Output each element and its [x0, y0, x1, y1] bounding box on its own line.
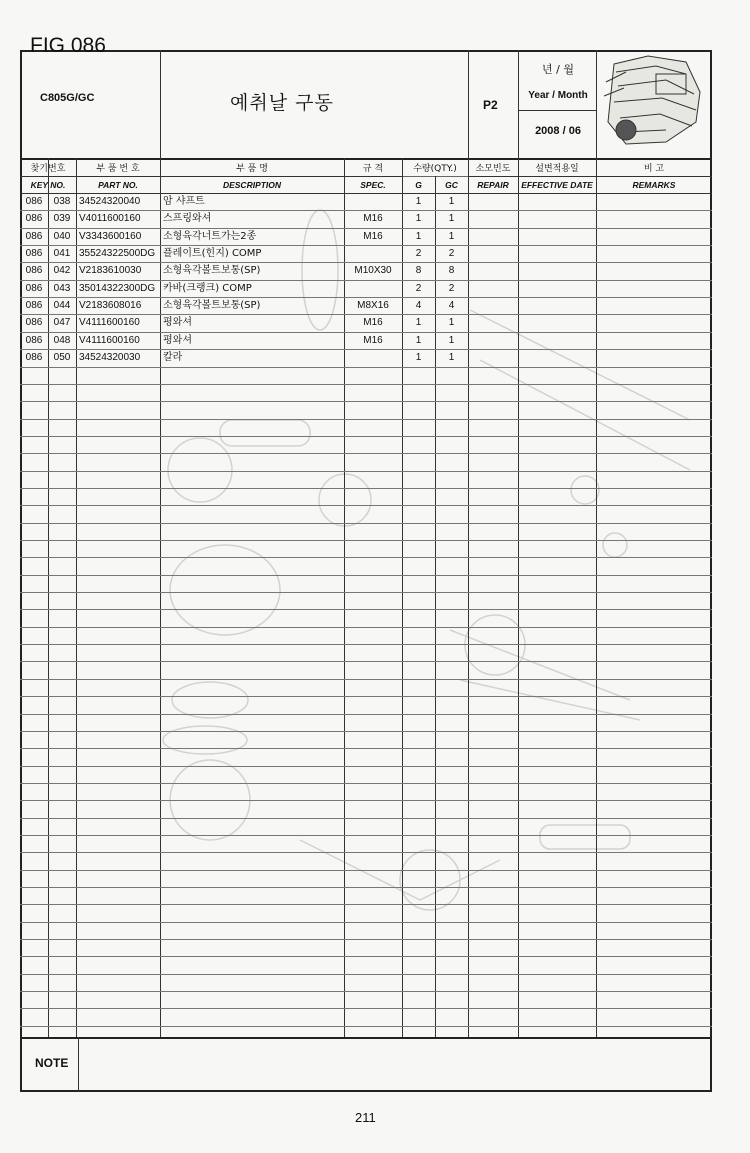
- qty-g-cell: 1: [415, 317, 422, 328]
- qty-g-cell: 4: [415, 300, 422, 311]
- fig-cell: 086: [25, 283, 43, 294]
- qty-gc-cell: 1: [448, 335, 455, 346]
- col-qty-kr: 수량(QTY.): [413, 164, 457, 174]
- qty-gc-cell: 1: [448, 231, 455, 242]
- row-rule: [20, 870, 712, 871]
- col-key-kr: 찾기번호: [30, 164, 66, 174]
- year-month-value: 2008 / 06: [535, 125, 581, 137]
- fig-cell: 086: [25, 352, 43, 363]
- qty-g-cell: 1: [415, 213, 422, 224]
- col-repair-kr: 소모빈도: [475, 164, 511, 174]
- col-desc-en: DESCRIPTION: [222, 180, 282, 190]
- key-cell: 044: [53, 300, 71, 311]
- description-cell: 플레이트(힌지) COMP: [163, 248, 262, 259]
- key-cell: 039: [53, 213, 71, 224]
- description-cell: 평와셔: [163, 317, 192, 328]
- row-rule: [20, 714, 712, 715]
- row-rule: [20, 800, 712, 801]
- part-number-cell: 34524320030: [79, 352, 141, 363]
- qty-g-cell: 1: [415, 196, 422, 207]
- col-qty-gc: GC: [445, 180, 458, 190]
- qty-gc-cell: 2: [448, 283, 455, 294]
- qty-g-cell: 2: [415, 283, 422, 294]
- row-rule: [20, 488, 712, 489]
- col-desc-kr: 부 품 명: [236, 164, 268, 174]
- spec-cell: M16: [363, 317, 383, 328]
- qty-g-cell: 2: [415, 248, 422, 259]
- row-rule: [20, 731, 712, 732]
- row-rule: [20, 592, 712, 593]
- row-rule: [20, 1026, 712, 1027]
- page-code: P2: [483, 98, 498, 112]
- fig-cell: 086: [25, 213, 43, 224]
- row-rule: [20, 818, 712, 819]
- row-rule: [20, 887, 712, 888]
- qty-g-cell: 1: [415, 352, 422, 363]
- fig-cell: 086: [25, 265, 43, 276]
- row-rule: [20, 557, 712, 558]
- qty-g-cell: 1: [415, 231, 422, 242]
- part-number-cell: 34524320040: [79, 196, 141, 207]
- row-rule: [20, 956, 712, 957]
- key-cell: 047: [53, 317, 71, 328]
- description-cell: 평와셔: [163, 335, 192, 346]
- row-rule: [20, 575, 712, 576]
- row-rule: [20, 939, 712, 940]
- description-cell: 소형육각볼트보통(SP): [163, 265, 261, 276]
- qty-gc-cell: 1: [448, 352, 455, 363]
- row-rule: [20, 401, 712, 402]
- row-rule: [20, 523, 712, 524]
- description-cell: 칼라: [163, 352, 183, 363]
- row-rule: [20, 644, 712, 645]
- col-remarks-en: REMARKS: [632, 180, 676, 190]
- spec-cell: M16: [363, 213, 383, 224]
- row-rule: [20, 1008, 712, 1009]
- qty-gc-cell: 1: [448, 196, 455, 207]
- row-rule: [20, 471, 712, 472]
- row-rule: [20, 367, 712, 368]
- qty-g-cell: 8: [415, 265, 422, 276]
- part-number-cell: V3343600160: [79, 231, 142, 242]
- part-number-cell: V4011600160: [79, 213, 141, 224]
- key-cell: 040: [53, 231, 71, 242]
- part-number-cell: V2183610030: [79, 265, 142, 276]
- col-eff-kr: 설변적용일: [535, 164, 579, 174]
- row-rule: [20, 436, 712, 437]
- col-repair-en: REPAIR: [477, 180, 509, 190]
- qty-g-cell: 1: [415, 335, 422, 346]
- col-remarks-kr: 비 고: [643, 164, 665, 174]
- description-cell: 소형육각너트가는2종: [163, 231, 257, 242]
- col-spec-en: SPEC.: [360, 180, 386, 190]
- fig-cell: 086: [25, 248, 43, 259]
- description-cell: 암 샤프트: [163, 196, 205, 207]
- fig-cell: 086: [25, 196, 43, 207]
- page-title: 예취날 구동: [230, 92, 334, 114]
- row-rule: [20, 783, 712, 784]
- part-number-cell: 35014322300DG: [79, 283, 156, 294]
- model-code: C805G/GC: [40, 92, 95, 104]
- row-rule: [20, 852, 712, 853]
- key-cell: 048: [53, 335, 71, 346]
- key-cell: 042: [53, 265, 71, 276]
- col-key-en: KEY NO.: [30, 180, 66, 190]
- spec-cell: M16: [363, 231, 383, 242]
- fig-cell: 086: [25, 335, 43, 346]
- col-eff-en: EFFECTIVE DATE: [521, 180, 593, 190]
- key-cell: 050: [53, 352, 71, 363]
- description-cell: 카바(크랭크) COMP: [163, 283, 252, 294]
- col-qty-g: G: [415, 180, 422, 190]
- page-number: 211: [355, 1110, 376, 1125]
- col-spec-kr: 규 격: [362, 164, 384, 174]
- fig-cell: 086: [25, 317, 43, 328]
- row-rule: [20, 627, 712, 628]
- part-number-cell: V4111600160: [79, 317, 140, 328]
- row-rule: [20, 904, 712, 905]
- figure-number: FIG 086: [30, 34, 106, 57]
- year-month-label-en: Year / Month: [528, 90, 588, 101]
- col-part-kr: 부 품 번 호: [96, 164, 140, 174]
- fig-cell: 086: [25, 300, 43, 311]
- description-cell: 소형육각볼트보통(SP): [163, 300, 261, 311]
- row-rule: [20, 748, 712, 749]
- qty-gc-cell: 2: [448, 248, 455, 259]
- description-cell: 스프링와셔: [163, 213, 212, 224]
- row-rule: [20, 540, 712, 541]
- key-cell: 041: [53, 248, 71, 259]
- row-rule: [20, 679, 712, 680]
- row-rule: [20, 974, 712, 975]
- col-part-en: PART NO.: [98, 180, 138, 190]
- row-rule: [20, 661, 712, 662]
- row-rule: [20, 991, 712, 992]
- spec-cell: M16: [363, 335, 383, 346]
- note-label: NOTE: [35, 1056, 69, 1070]
- fig-cell: 086: [25, 231, 43, 242]
- row-rule: [20, 922, 712, 923]
- part-number-cell: V4111600160: [79, 335, 140, 346]
- qty-gc-cell: 1: [448, 213, 455, 224]
- part-number-cell: V2183608016: [79, 300, 142, 311]
- key-cell: 043: [53, 283, 71, 294]
- qty-gc-cell: 4: [448, 300, 455, 311]
- row-rule: [20, 505, 712, 506]
- key-cell: 038: [53, 196, 71, 207]
- qty-gc-cell: 1: [448, 317, 455, 328]
- row-rule: [20, 384, 712, 385]
- part-number-cell: 35524322500DG: [79, 248, 156, 259]
- spec-cell: M10X30: [354, 265, 392, 276]
- row-rule: [20, 766, 712, 767]
- row-rule: [20, 453, 712, 454]
- qty-gc-cell: 8: [448, 265, 455, 276]
- year-month-label-kr: 년 / 월: [542, 63, 574, 76]
- row-rule: [20, 419, 712, 420]
- spec-cell: M8X16: [357, 300, 389, 311]
- row-rule: [20, 835, 712, 836]
- row-rule: [20, 696, 712, 697]
- row-rule: [20, 609, 712, 610]
